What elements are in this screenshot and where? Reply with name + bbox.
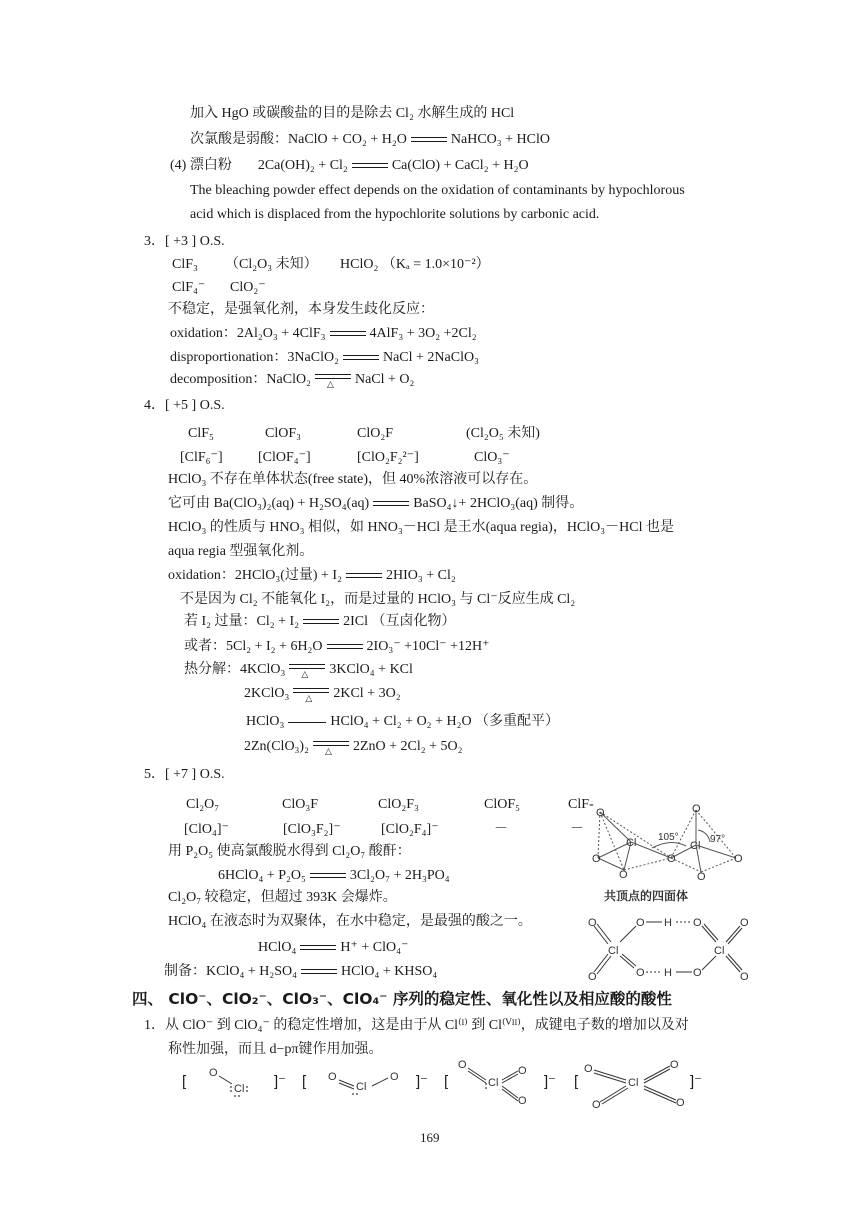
oxygen-atom-label: O [328,1071,337,1083]
equation-line [246,712,559,732]
section-heading: 4．[ +5 ] O.S. [144,398,225,413]
equals-sign [343,353,379,363]
oxygen-atom-label: O [592,1099,601,1111]
eq-right: H⁺ + ClO₄⁻ [340,940,409,955]
section-heading: 3．[ +3 ] O.S. [144,234,225,249]
equation-line [184,637,490,657]
equation-line [184,660,413,680]
eq-left: 2KClO₃ [244,686,290,701]
text-line: HClO₄ 在液态时为双聚体，在水中稳定，是最强的酸之一。 [168,914,532,929]
equals-sign [346,571,382,581]
oxygen-atom-label: O [588,917,597,929]
text-line: 不稳定，是强氧化剂，本身发生歧化反应： [168,302,434,317]
equation-line [170,156,529,176]
species: ClF₄⁻ [172,280,206,295]
eq-right: BaSO₄↓+ 2HClO₃(aq) 制得。 [413,496,584,511]
heat-equals-sign [293,685,329,703]
species: [ClO₃F₂]⁻ [283,822,341,837]
species: － [494,822,508,837]
oxygen-atom-label: O [619,869,628,881]
eq-left: 若 I₂ 过量：Cl₂ + I₂ [184,614,300,629]
chlorine-atom-label: Cl [628,1077,639,1089]
eq-right: HClO₄ + KHSO₄ [341,964,438,979]
chlorine-atom-label: Cl [234,1083,245,1095]
equation-line [170,348,479,368]
species: Cl₂O₇ [186,797,220,812]
eq-left: disproportionation：3NaClO₂ [170,350,339,365]
eq-right: 3Cl₂O₇ + 2H₃PO₄ [349,868,450,883]
equation-line [168,494,583,514]
eq-left: 热分解：4KClO₃ [184,662,286,677]
oxygen-atom-label: O [588,971,597,983]
eq-right: NaCl + 2NaClO₃ [382,350,479,365]
figure-caption: 共顶点的四面体 [604,889,689,903]
eq-left: oxidation：2Al₂O₃ + 4ClF₃ [170,326,326,341]
eq-left: HClO₄ [258,940,297,955]
equation-line [164,962,437,982]
chlorine-atom-label: Cl [626,837,637,849]
species: ClO₃F [282,797,319,812]
eq-left: 或者：5Cl₂ + I₂ + 6H₂O [184,639,323,654]
equals-sign [301,967,337,977]
oxygen-atom-label: O [518,1095,527,1107]
text-line: 用 P₂O₅ 使高氯酸脱水得到 Cl₂O₇ 酸酐： [168,844,411,859]
eq-left: oxidation：2HClO₃(过量) + I₂ [168,568,342,583]
text-line: The bleaching powder effect depends on the oxidation of contaminants by hypochlorous [190,183,685,198]
bracket-open: [ [182,1073,187,1090]
oxygen-atom-label: O [636,917,645,929]
cl2o7-structure-diagram [586,800,756,910]
eq-left: 2Zn(ClO₃)₂ [244,739,309,754]
text-line: HClO₃ 不存在单体状态(free state)，但 40%浓溶液可以存在。 [168,472,538,487]
bracket-close: ]⁻ [274,1073,287,1090]
arrow-sign [288,717,326,727]
equals-sign [310,871,346,881]
equals-sign [327,642,363,652]
equation-line [168,566,456,586]
heat-equals-sign [313,738,349,756]
eq-left: 制备：KClO₄ + H₂SO₄ [164,964,297,979]
eq-right: HClO₄ + Cl₂ + O₂ + H₂O （多重配平） [330,714,560,729]
page-number: 169 [420,1130,440,1145]
bracket-close: ]⁻ [544,1073,557,1090]
species: ClO₂F₃ [378,797,419,812]
hydrogen-atom-label: H [664,917,672,929]
equation-line [258,938,408,958]
species: ClO₂F [357,426,394,441]
oxygen-atom-label: O [734,853,743,865]
triangle-icon: △ [301,668,309,679]
oxygen-atom-label: O [740,971,749,983]
species: ClOF₃ [265,426,302,441]
bond-angle-label: 97° [710,834,726,845]
text-line: 不是因为 Cl₂ 不能氧化 I₂，而是过量的 HClO₃ 与 Cl⁻反应生成 Cl₂ [180,592,576,607]
eq-right: NaCl + O₂ [354,372,415,387]
eq-right: 2ICl （互卤化物） [343,614,456,629]
triangle-icon: △ [326,378,334,389]
species: HClO₂ （Kₐ = 1.0×10⁻²） [340,257,490,272]
chlorine-atom-label: Cl [488,1077,499,1089]
section-title: 四、 ClO⁻、ClO₂⁻、ClO₃⁻、ClO₄⁻ 序列的稳定性、氧化性以及相应酸的酸性 [132,990,672,1008]
oxygen-atom-label: O [693,967,702,979]
equals-sign [300,943,336,953]
triangle-icon: △ [324,745,332,756]
oxygen-atom-label: O [676,1097,685,1109]
eq-right: 2ZnO + 2Cl₂ + 5O₂ [352,739,463,754]
oxygen-atom-label: O [592,853,601,865]
oxygen-atom-label: O [667,853,676,865]
oxoanion-structures [176,1056,716,1118]
oxygen-atom-label: O [693,917,702,929]
equals-sign [352,161,388,171]
text-line: 称性加强，而且 d−pπ键作用加强。 [168,1042,383,1057]
equation-line [184,612,455,632]
equation-line [244,684,401,704]
eq-right: 2IO₃⁻ +10Cl⁻ +12H⁺ [366,639,490,654]
oxygen-atom-label: O [584,1063,593,1075]
oxygen-atom-label: O [518,1065,527,1077]
chlorine-atom-label: Cl [356,1081,367,1093]
species: ClF₅ [188,426,214,441]
text-line: aqua regia 型强氧化剂。 [168,544,314,559]
bracket-open: [ [444,1073,449,1090]
species: ClO₂⁻ [230,280,266,295]
oxygen-atom-label: O [740,917,749,929]
heat-equals-sign [315,371,351,389]
oxygen-atom-label: O [670,1059,679,1071]
triangle-icon: △ [305,692,313,703]
bond-angle-label: 105° [658,832,679,843]
chlorine-atom-label: Cl [690,840,701,852]
bracket-close: ]⁻ [416,1073,429,1090]
oxygen-atom-label: O [596,807,605,819]
species: [ClO₂F₄]⁻ [381,822,439,837]
eq-left: decomposition：NaClO₂ [170,372,311,387]
eq-right: 2KCl + 3O₂ [333,686,401,701]
chlorine-atom-label: Cl [714,945,725,957]
equals-sign [330,329,366,339]
eq-right: 4AlF₃ + 3O₂ +2Cl₂ [369,326,477,341]
text-line: 加入 HgO 或碳酸盐的目的是除去 Cl₂ 水解生成的 HCl [190,106,515,121]
species: － [570,822,584,837]
section-heading: 5．[ +7 ] O.S. [144,767,225,782]
text-line: 1．从 ClO⁻ 到 ClO₄⁻ 的稳定性增加，这是由于从 Cl⁽ᴵ⁾ 到 Cl⁽ⱽᴵᴵ⁾，成键电子数的增加以及对 [144,1018,689,1033]
heat-equals-sign [289,661,325,679]
equals-sign [373,499,409,509]
text-line: acid which is displaced from the hypochlorite solutions by carbonic acid. [190,207,600,222]
species: [ClF₆⁻] [180,450,223,465]
eq-left: 它可由 Ba(ClO₃)₂(aq) + H₂SO₄(aq) [168,496,370,511]
eq-left: 2Ca(OH)₂ + Cl₂ [257,158,348,173]
oxygen-atom-label: O [209,1067,218,1079]
equals-sign [303,617,339,627]
equation-line [170,370,414,390]
equation-line [190,130,550,150]
eq-right: 3KClO₄ + KCl [329,662,413,677]
item-label: (4) 漂白粉 [170,158,232,173]
oxygen-atom-label: O [390,1071,399,1083]
species: ClOF₅ [484,797,521,812]
oxygen-atom-label: O [458,1059,467,1071]
species: ClF₃ [172,257,198,272]
text-line: Cl₂O₇ 较稳定，但超过 393K 会爆炸。 [168,890,397,905]
species: （Cl₂O₃ 未知） [225,257,318,272]
eq-left: HClO₃ [246,714,285,729]
hclo4-dimer-diagram [580,912,760,984]
eq-right: NaHCO₃ + HClO [450,132,550,147]
equals-sign [411,135,447,145]
equation-line [170,324,477,344]
chlorine-atom-label: Cl [608,945,619,957]
species: [ClOF₄⁻] [258,450,311,465]
eq-right: Ca(ClO) + CaCl₂ + H₂O [391,158,529,173]
oxygen-atom-label: O [692,803,701,815]
bracket-open: [ [574,1073,579,1090]
eq-right: 2HIO₃ + Cl₂ [385,568,456,583]
bracket-open: [ [302,1073,307,1090]
species: ClO₃⁻ [474,450,510,465]
oxygen-atom-label: O [636,967,645,979]
species: [ClO₄]⁻ [184,822,229,837]
equation-line [218,866,450,886]
hydrogen-atom-label: H [664,967,672,979]
oxygen-atom-label: O [697,871,706,883]
equation-line [244,737,463,757]
bracket-close: ]⁻ [690,1073,703,1090]
eq-left: 6HClO₄ + P₂O₅ [218,868,306,883]
eq-left: 次氯酸是弱酸：NaClO + CO₂ + H₂O [190,132,407,147]
text-line: HClO₃ 的性质与 HNO₃ 相似，如 HNO₃－HCl 是王水(aqua regia)，HClO₃－HCl 也是 [168,520,674,535]
species: [ClO₂F₂²⁻] [357,450,419,465]
species: ClF- [568,797,594,812]
species: (Cl₂O₅ 未知) [466,426,540,441]
